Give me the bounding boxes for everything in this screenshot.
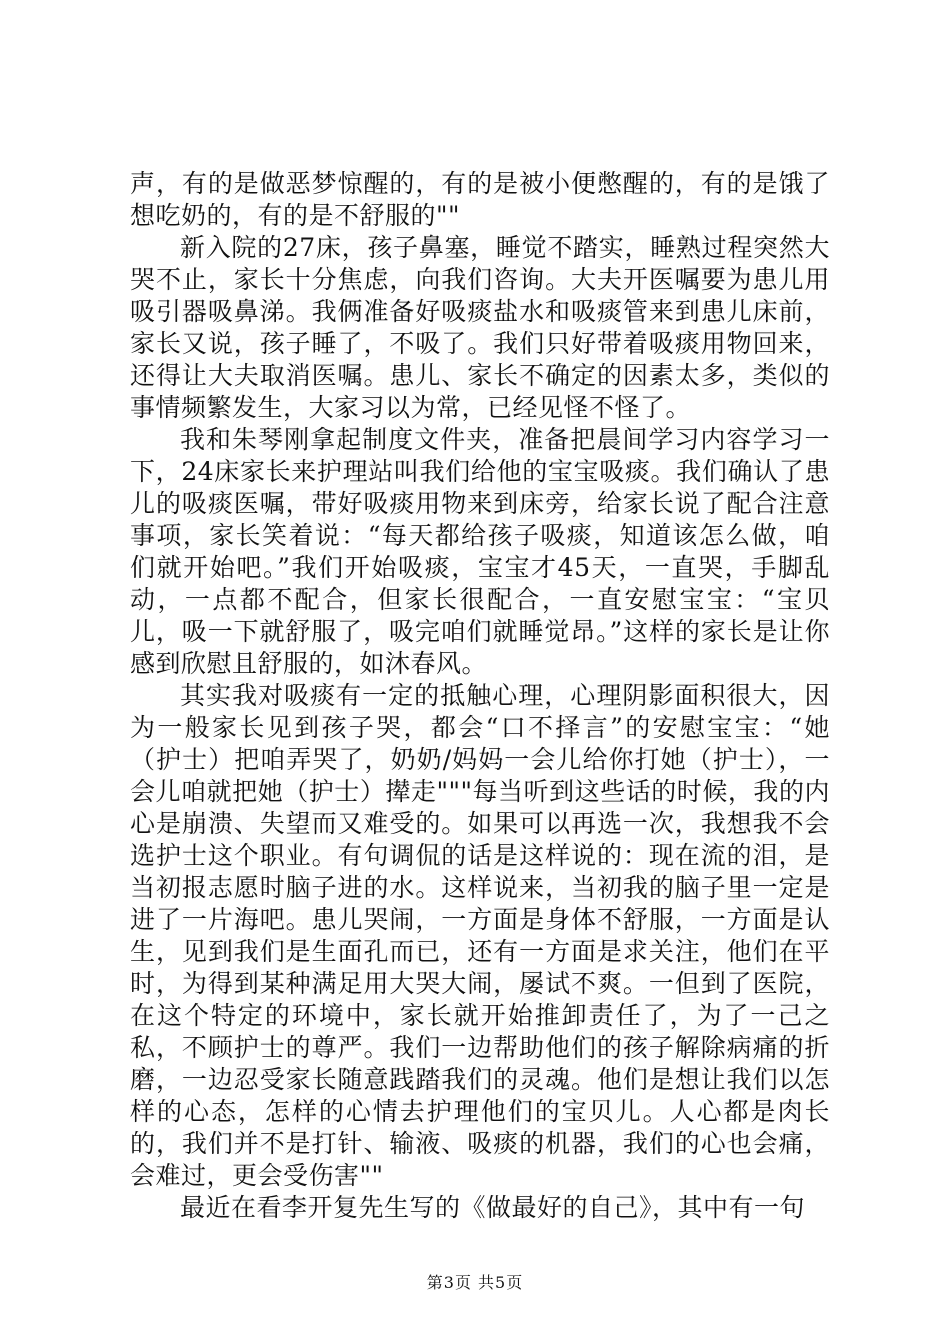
- document-body: [130, 168, 830, 1224]
- paragraph-bed-24: 我和朱琴刚拿起制度文件夹，准备把晨间学习内容学习一下，24床家长来护理站叫我们给他的宝宝吸痰。我们确认了患儿的吸痰医嘱，带好吸痰用物来到床旁，给家长说了配合注意事项，家长笑着说：“每天都给孩子吸痰，知道该怎么做，咱们就开始吧。”我们开始吸痰，宝宝才45天，一直哭，手脚乱动，一点都不配合，但家长很配合，一直安慰宝宝：“宝贝儿，吸一下就舒服了，吸完咱们就睡觉昂。”这样的家长是让你感到欣慰且舒服的，如沐春风。: [130, 425, 830, 678]
- paragraph-bed-27: 新入院的27床，孩子鼻塞，睡觉不踏实，睡熟过程突然大哭不止，家长十分焦虑，向我们咨询。大夫开医嘱要为患儿用吸引器吸鼻涕。我俩准备好吸痰盐水和吸痰管来到患儿床前，家长又说，孩子睡了，不吸了。我们只好带着吸痰用物回来，还得让大夫取消医嘱。患儿、家长不确定的因素太多，类似的事情频繁发生，大家习以为常，已经见怪不怪了。: [130, 233, 830, 422]
- paragraph-suction-reflection: 其实我对吸痰有一定的抵触心理，心理阴影面积很大，因为一般家长见到孩子哭，都会“口不择言”的安慰宝宝：“她（护士）把咱弄哭了，奶奶/妈妈一会儿给你打她（护士），一会儿咱就把她（护士）撵走"""每当听到这些话的时候，我的内心是崩溃、失望而又难受的。如果可以再选一次，我想我不会选护士这个职业。有句调侃的话是这样说的：现在流的泪，是当初报志愿时脑子进的水。这样说来，当初我的脑子里一定是进了一片海吧。患儿哭闹，一方面是身体不舒服，一方面是认生，见到我们是生面孔而已，还有一方面是求关注，他们在平时，为得到某种满足用大哭大闹，屡试不爽。一但到了医院，在这个特定的环境中，家长就开始推卸责任了，为了一己之私，不顾护士的尊严。我们一边帮助他们的孩子解除病痛的折磨，一边忍受家长随意践踏我们的灵魂。他们是想让我们以怎样的心态，怎样的心情去护理他们的宝贝儿。人心都是肉长的，我们并不是打针、输液、吸痰的机器，我们的心也会痛，会难过，更会受伤害"": [130, 681, 830, 1190]
- paragraph-continuation: 声，有的是做恶梦惊醒的，有的是被小便憋醒的，有的是饿了想吃奶的，有的是不舒服的"": [130, 169, 830, 230]
- paragraph-book-quote: 最近在看李开复先生写的《做最好的自己》，其中有一句: [180, 1193, 806, 1222]
- page-footer: 第3页 共5页: [426, 1273, 524, 1292]
